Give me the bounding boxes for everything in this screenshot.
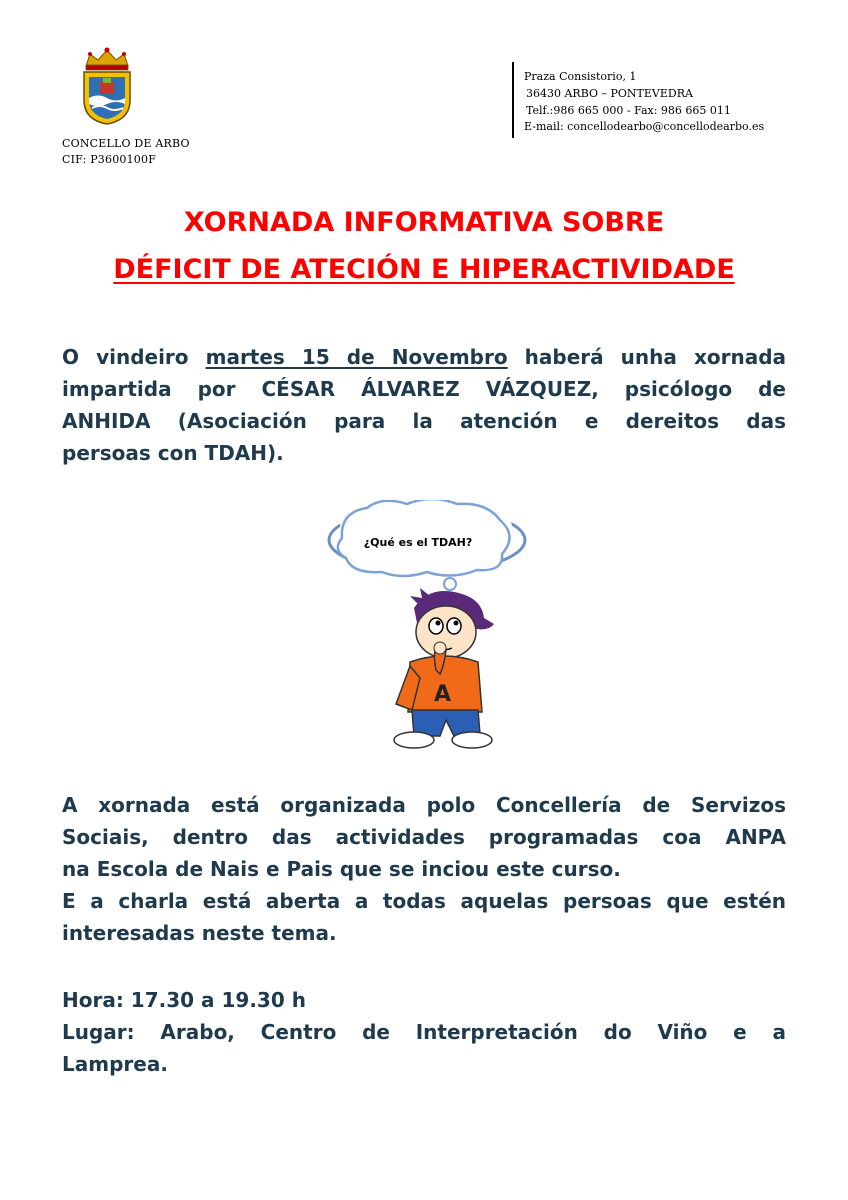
address-phone-fax: Telf.:986 665 000 - Fax: 986 665 011 bbox=[526, 104, 731, 117]
intro-paragraph bbox=[62, 341, 786, 469]
address-email: E-mail: concellodearbo@concellodearbo.es bbox=[524, 120, 765, 133]
organization-cif: CIF: P3600100F bbox=[62, 153, 157, 166]
thought-bubble-text: ¿Qué es el TDAH? bbox=[363, 536, 473, 549]
intro-line: impartida por CÉSAR ÁLVAREZ VÁZQUEZ, psicólogo de bbox=[62, 377, 786, 401]
page-title-line-2: DÉFICIT DE ATECIÓN E HIPERACTIVIDADE bbox=[113, 254, 735, 285]
body-line: A xornada está organizada polo Concellería de Servizos bbox=[62, 793, 786, 817]
address-city: 36430 ARBO – PONTEVEDRA bbox=[526, 87, 693, 100]
shirt-letter: A bbox=[434, 682, 452, 707]
organization-paragraph bbox=[62, 789, 786, 949]
event-location-cont: Lamprea. bbox=[62, 1052, 168, 1076]
event-time: Hora: 17.30 a 19.30 h bbox=[62, 988, 306, 1012]
intro-line: ANHIDA (Asociación para la atención e dereitos das bbox=[62, 409, 786, 433]
event-location: Lugar: Arabo, Centro de Interpretación do Viño e a bbox=[62, 1020, 786, 1044]
municipal-crest-logo bbox=[78, 46, 136, 126]
body-line: na Escola de Nais e Pais que se inciou este curso. bbox=[62, 857, 621, 881]
body-line: E a charla está aberta a todas aquelas persoas que estén bbox=[62, 889, 786, 913]
tdah-boy-illustration bbox=[322, 500, 532, 752]
page-title-line-1: XORNADA INFORMATIVA SOBRE bbox=[183, 207, 665, 238]
organization-name: CONCELLO DE ARBO bbox=[62, 137, 190, 150]
body-line: Sociais, dentro das actividades programadas coa ANPA bbox=[62, 825, 786, 849]
address-street: Praza Consistorio, 1 bbox=[524, 70, 637, 83]
intro-line: persoas con TDAH). bbox=[62, 441, 284, 465]
event-details bbox=[62, 984, 786, 1080]
address-block bbox=[512, 62, 804, 138]
intro-line: O vindeiro martes 15 de Novembro haberá unha xornada bbox=[62, 345, 787, 369]
body-line: interesadas neste tema. bbox=[62, 921, 337, 945]
event-date: martes 15 de Novembro bbox=[205, 345, 508, 369]
